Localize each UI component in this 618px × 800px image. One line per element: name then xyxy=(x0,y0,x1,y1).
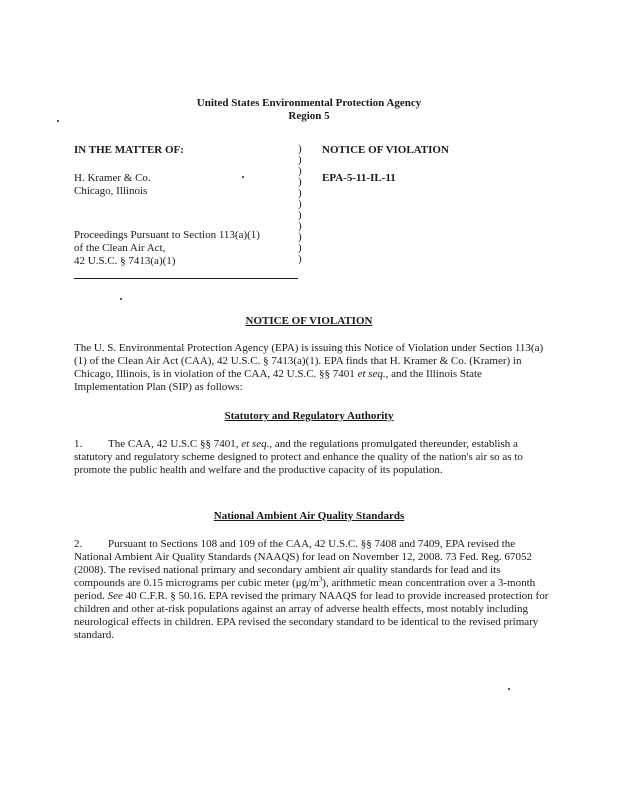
intro-paragraph xyxy=(74,342,552,394)
caption-rule xyxy=(74,278,298,279)
paragraph-2-number: 2. xyxy=(74,538,83,550)
scan-speck xyxy=(120,298,122,300)
intro-et-seq: et seq. xyxy=(357,368,386,380)
paragraph-2-see: See xyxy=(107,590,123,602)
proceedings-line-2: of the Clean Air Act, xyxy=(74,242,166,254)
paragraph-2-superscript: 3 xyxy=(318,575,323,584)
body-title: NOTICE OF VIOLATION xyxy=(245,315,373,327)
matter-heading: IN THE MATTER OF: xyxy=(74,144,184,156)
scan-speck xyxy=(242,176,244,178)
paragraph-1-text-2: , and the regulations promulgated thereunder, establish a statutory and regulatory scheme designed to protect and enhance the quality of the nation's air so as to promote the public health and welfare and the productive capacity of its population. xyxy=(74,438,523,476)
scan-speck xyxy=(57,120,59,122)
paragraph-2 xyxy=(74,538,552,642)
proceedings-line-1: Proceedings Pursuant to Section 113(a)(1) xyxy=(74,229,260,241)
section-heading-statutory: Statutory and Regulatory Authority xyxy=(224,410,394,422)
party-location: Chicago, Illinois xyxy=(74,185,148,197)
paragraph-2-text-3: 40 C.F.R. § 50.16. EPA revised the primary NAAQS for lead to provide increased protection for children and other at-risk populations against an array of adverse health effects, most notably including neurological effects in children. EPA revised the secondary standard to be identical to the revised primary standard. xyxy=(74,590,549,641)
paragraph-1-number: 1. xyxy=(74,438,83,450)
region-label: Region 5 xyxy=(288,110,330,122)
intro-text-1: The U. S. Environmental Protection Agency (EPA) is issuing this Notice of Violation under Section 113(a)(1) of the Clean Air Act (CAA), 42 U.S.C. § 7413(a)(1). EPA finds that H. Kramer & Co. (Kramer) in Chicago, Illinois, is in violation of the CAA, 42 U.S.C. §§ 7401 xyxy=(74,342,544,380)
caption-parentheses: ) ) ) ) ) ) ) ) ) ) ) xyxy=(298,143,302,265)
paragraph-2-text-2: ), arithmetic mean concentration over a 3-month period. xyxy=(74,577,536,602)
section-heading-naaqs: National Ambient Air Quality Standards xyxy=(213,510,405,522)
paragraph-2-text-1: Pursuant to Sections 108 and 109 of the CAA, 42 U.S.C. §§ 7408 and 7409, EPA revised the National Ambient Air Quality Standards (NAAQS) for lead on November 12, 2008. 73 Fed. Reg. 67052 (2008). The revised national primary and secondary ambient air quality standards for lead and its compounds are 0.15 micrograms per cubic meter (μg/m xyxy=(74,538,532,589)
case-number: EPA-5-11-IL-11 xyxy=(322,172,396,184)
paragraph-1-et-seq: et seq. xyxy=(241,438,270,450)
proceedings-line-3: 42 U.S.C. § 7413(a)(1) xyxy=(74,255,176,267)
scan-speck xyxy=(508,688,510,690)
notice-title: NOTICE OF VIOLATION xyxy=(322,144,449,156)
intro-text-2: , and the Illinois State Implementation Plan (SIP) as follows: xyxy=(74,368,482,393)
party-name: H. Kramer & Co. xyxy=(74,172,151,184)
agency-name: United States Environmental Protection Agency xyxy=(196,97,422,109)
paragraph-1-text-1: The CAA, 42 U.S.C §§ 7401, xyxy=(108,438,242,450)
paragraph-1 xyxy=(74,438,552,477)
